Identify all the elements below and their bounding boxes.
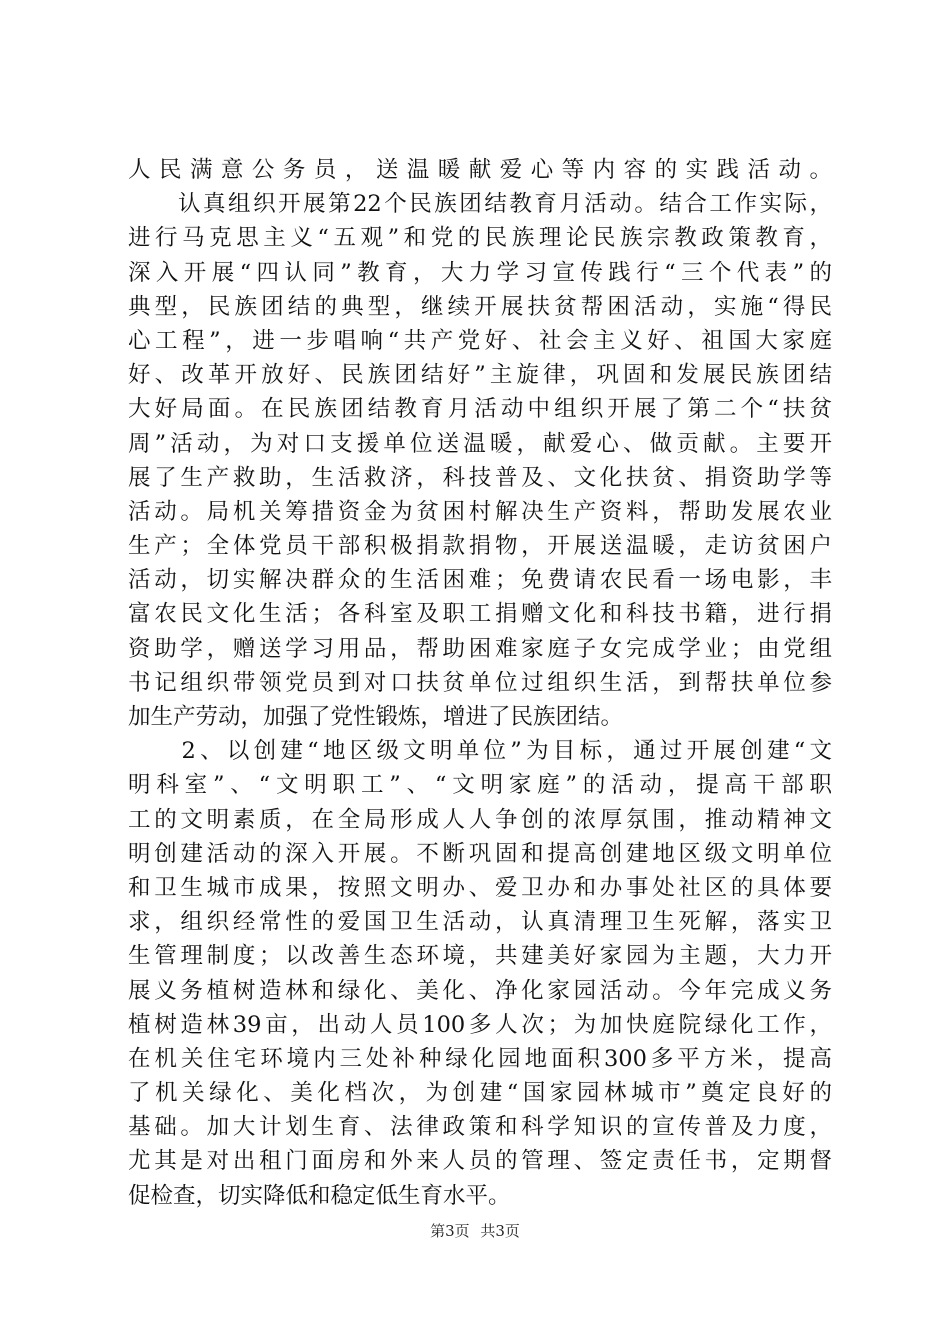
text-line: 活动，切实解决群众的生活困难；免费请农民看一场电影，丰: [128, 567, 832, 594]
text-line: 资助学，赠送学习用品，帮助困难家庭子女完成学业；由党组: [128, 635, 832, 662]
text-line: 和卫生城市成果，按照文明办、爱卫办和办事处社区的具体要: [128, 874, 832, 901]
text-line: 工的文明素质，在全局形成人人争创的浓厚氛围，推动精神文: [128, 806, 832, 833]
document-body: [128, 153, 832, 1213]
text-line: 促检查，切实降低和稳定低生育水平。: [128, 1182, 511, 1209]
text-line: 深入开展“四认同”教育，大力学习宣传践行“三个代表”的: [128, 259, 832, 286]
text-line: 富农民文化生活；各科室及职工捐赠文化和科技书籍，进行捐: [128, 601, 832, 628]
total-pages: 共3页: [480, 1222, 520, 1240]
text-line: 在机关住宅环境内三处补种绿化园地面积300多平方米，提高: [128, 1045, 832, 1072]
text-line: 心工程”，进一步唱响“共产党好、社会主义好、祖国大家庭: [128, 327, 832, 354]
current-page-number: 第3页: [430, 1222, 470, 1240]
text-line: 加生产劳动，加强了党性锻炼，增进了民族团结。: [128, 704, 624, 730]
text-line: 生产；全体党员干部积极捐款捐物，开展送温暖，走访贫困户: [128, 533, 832, 560]
text-line: 人民满意公务员，送温暖献爱心等内容的实践活动。: [128, 157, 832, 183]
text-line: 明创建活动的深入开展。不断巩固和提高创建地区级文明单位: [128, 840, 832, 867]
text-line: 了机关绿化、美化档次，为创建“国家园林城市”奠定良好的: [128, 1080, 832, 1107]
text-line: 书记组织带领党员到对口扶贫单位过组织生活，到帮扶单位参: [128, 669, 832, 696]
text-line: 好、改革开放好、民族团结好”主旋律，巩固和发展民族团结: [128, 362, 832, 389]
text-line: 植树造林39亩，出动人员100多人次；为加快庭院绿化工作，: [128, 1011, 832, 1038]
text-line: 求，组织经常性的爱国卫生活动，认真清理卫生死解，落实卫: [128, 909, 832, 936]
text-line: 展义务植树造林和绿化、美化、净化家园活动。今年完成义务: [128, 977, 832, 1004]
text-line: 活动。局机关筹措资金为贫困村解决生产资料，帮助发展农业: [128, 498, 832, 525]
text-line: 大好局面。在民族团结教育月活动中组织开展了第二个“扶贫: [128, 396, 832, 423]
text-line: 认真组织开展第22个民族团结教育月活动。结合工作实际，: [128, 191, 832, 218]
text-line: 基础。加大计划生育、法律政策和科学知识的宣传普及力度，: [128, 1114, 832, 1141]
text-line: 生管理制度；以改善生态环境，共建美好家园为主题，大力开: [128, 943, 832, 970]
text-line: 周”活动，为对口支援单位送温暖，献爱心、做贡献。主要开: [128, 430, 832, 457]
text-line: 典型，民族团结的典型，继续开展扶贫帮困活动，实施“得民: [128, 293, 832, 320]
text-line: 明科室”、“文明职工”、“文明家庭”的活动，提高干部职: [128, 772, 832, 799]
text-line: 进行马克思主义“五观”和党的民族理论民族宗教政策教育，: [128, 225, 832, 252]
text-line: 2、以创建“地区级文明单位”为目标，通过开展创建“文: [128, 738, 832, 765]
text-line: 展了生产救助，生活救济，科技普及、文化扶贫、捐资助学等: [128, 464, 832, 491]
text-line: 尤其是对出租门面房和外来人员的管理、签定责任书，定期督: [128, 1148, 832, 1175]
page-footer: [0, 1221, 950, 1241]
